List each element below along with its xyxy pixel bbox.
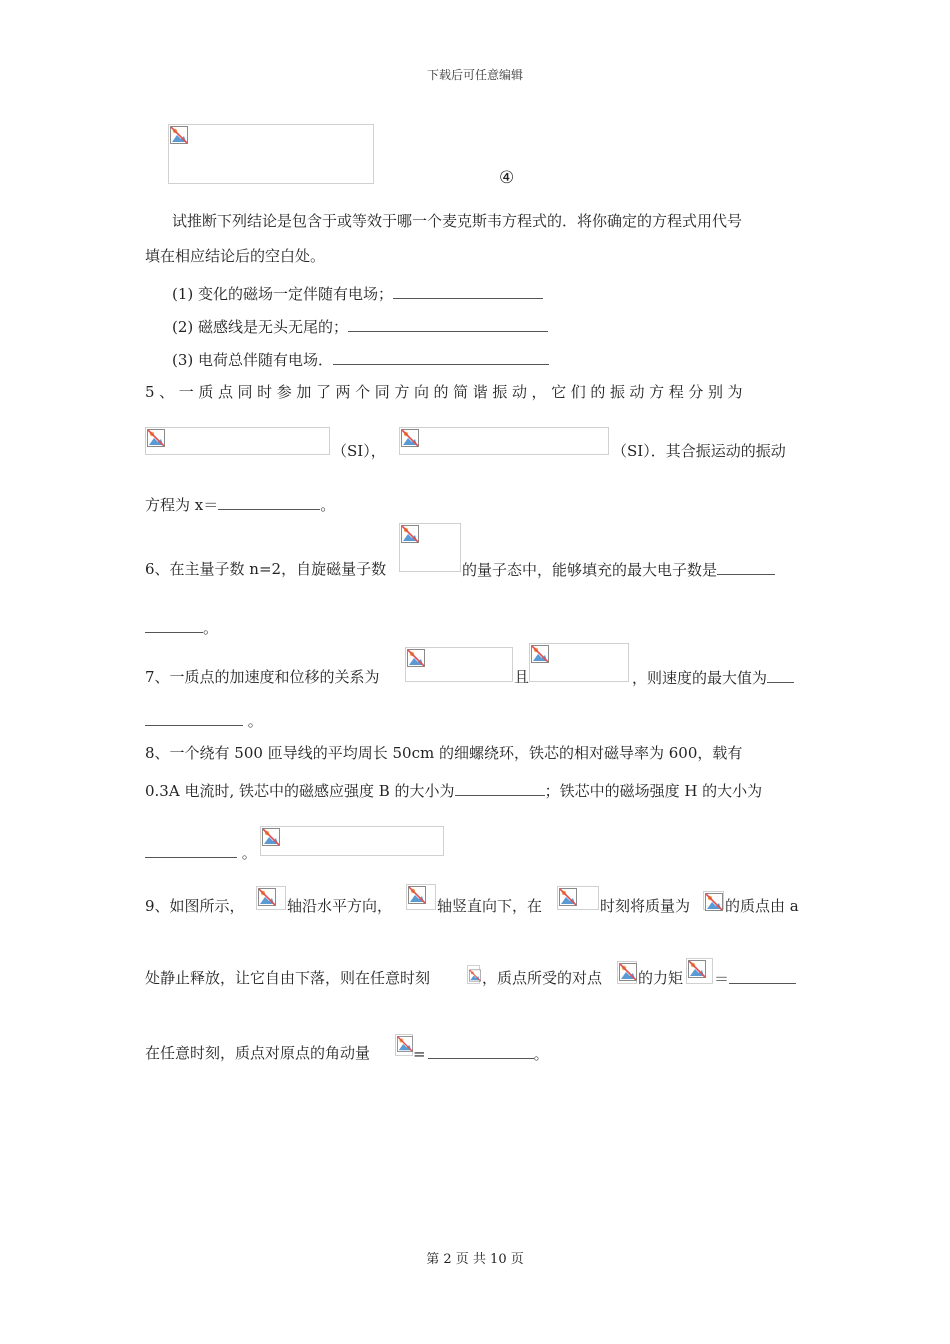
q7-end: 。 — [243, 712, 263, 730]
broken-image-icon — [619, 963, 637, 981]
answer-blank[interactable] — [145, 842, 237, 858]
answer-blank[interactable] — [717, 559, 775, 575]
broken-image-icon — [258, 888, 276, 906]
broken-image-icon — [559, 888, 577, 906]
equation-image — [168, 124, 374, 184]
equation-image — [703, 891, 724, 910]
q9-l1c: 轴竖直向下，在 — [437, 897, 543, 915]
broken-image-icon — [170, 126, 188, 144]
q8-line2-text: 0.3A 电流时, 铁芯中的磁感应强度 B 的大小为 — [145, 782, 455, 800]
equation-image — [529, 643, 629, 682]
q8-line2-mid: ；铁芯中的磁场强度 H 的大小为 — [544, 782, 763, 800]
q9-l2b: ，质点所受的对点 — [482, 969, 603, 987]
equation-image — [405, 647, 513, 682]
equation-marker: ④ — [499, 168, 515, 188]
q8-line1: 8、一个绕有 500 匝导线的平均周长 50cm 的细螺绕环，铁芯的相对磁导率为 600，载有 — [145, 744, 743, 762]
answer-blank[interactable] — [145, 710, 243, 726]
q9-l2a: 处静止释放，让它自由下落，则在任意时刻 — [145, 969, 431, 987]
q5-line3 — [145, 494, 335, 515]
q6-line2 — [145, 617, 218, 638]
broken-image-icon — [401, 429, 419, 447]
q9-l1e: 的质点由 a — [725, 897, 799, 915]
broken-image-icon — [531, 645, 549, 663]
q9-l1d: 时刻将质量为 — [600, 897, 691, 915]
q8-line3 — [145, 842, 257, 863]
broken-image-icon — [401, 525, 419, 543]
q9-l3a: 在任意时刻，质点对原点的角动量 — [145, 1044, 371, 1062]
answer-blank[interactable] — [729, 968, 796, 984]
page-header: 下载后可任意编辑 — [426, 68, 523, 82]
q9-l2c: 的力矩 — [638, 969, 684, 987]
q6-pre: 6、在主量子数 n=2，自旋磁量子数 — [145, 560, 387, 578]
broken-image-icon — [407, 649, 425, 667]
q6-post — [462, 559, 775, 580]
q4-item1 — [172, 283, 543, 304]
equation-image — [399, 427, 609, 455]
q4-prompt-line1: 试推断下列结论是包含于或等效于哪一个麦克斯韦方程式的．将你确定的方程式用代号 — [172, 212, 743, 230]
answer-blank[interactable] — [348, 316, 548, 332]
broken-image-icon — [262, 828, 280, 846]
q4-item3 — [172, 349, 549, 370]
q7-mid: 且 — [514, 668, 530, 686]
q4-item1-text: (1) 变化的磁场一定伴随有电场； — [172, 285, 394, 303]
q7-post-text: ，则速度的最大值为 — [632, 669, 768, 687]
answer-blank[interactable] — [428, 1043, 534, 1059]
q9-l3-end: 。 — [533, 1045, 549, 1063]
answer-blank[interactable] — [333, 349, 549, 365]
q4-item2 — [172, 316, 548, 337]
broken-image-icon — [397, 1036, 413, 1052]
q8-line3-end: 。 — [237, 844, 257, 862]
broken-image-icon — [688, 960, 706, 978]
q4-prompt-line2: 填在相应结论后的空白处。 — [145, 247, 326, 265]
q5-si1: （SI）， — [332, 442, 386, 460]
answer-blank[interactable] — [455, 780, 545, 796]
equation-image — [399, 523, 461, 572]
answer-blank[interactable] — [767, 667, 794, 683]
q7-post — [632, 667, 794, 688]
q5-line3-text: 方程为 x＝ — [145, 496, 219, 514]
broken-image-icon — [705, 893, 723, 911]
q9-l2d-text: ＝ — [714, 970, 730, 988]
q4-item3-text: (3) 电荷总伴随有电场． — [172, 351, 334, 369]
q9-l3b-text: = — [413, 1045, 426, 1063]
equation-image — [686, 958, 713, 984]
q5-line1: 5、一质点同时参加了两个同方向的简谐振动，它们的振动方程分别为 — [145, 383, 748, 401]
q9-l1a: 9、如图所示， — [145, 897, 245, 915]
equation-image — [406, 884, 436, 910]
equation-image — [467, 965, 480, 984]
equation-image — [260, 826, 444, 856]
equation-image — [557, 886, 599, 910]
equation-image — [256, 886, 286, 910]
answer-blank[interactable] — [393, 283, 543, 299]
answer-blank[interactable] — [218, 494, 320, 510]
equation-image — [395, 1034, 413, 1056]
q5-line3-end: 。 — [320, 496, 336, 514]
equation-image — [145, 427, 330, 455]
q6-post-text: 的量子态中，能够填充的最大电子数是 — [462, 561, 718, 579]
answer-blank[interactable] — [145, 617, 203, 633]
q8-line2 — [145, 780, 762, 801]
q7-line2 — [145, 710, 263, 731]
q9-l2d — [714, 968, 796, 989]
q4-item2-text: (2) 磁感线是无头无尾的； — [172, 318, 349, 336]
broken-image-icon — [147, 429, 165, 447]
q9-l1b: 轴沿水平方向， — [287, 897, 393, 915]
q9-l3b — [413, 1043, 549, 1064]
broken-image-icon — [469, 967, 481, 984]
page-footer: 第 2 页 共 10 页 — [426, 1252, 524, 1267]
q6-end: 。 — [203, 619, 219, 637]
broken-image-icon — [408, 886, 426, 904]
q7-pre: 7、一质点的加速度和位移的关系为 — [145, 668, 380, 686]
q5-si2: （SI）．其合振运动的振动 — [612, 442, 786, 460]
equation-image — [617, 961, 637, 984]
